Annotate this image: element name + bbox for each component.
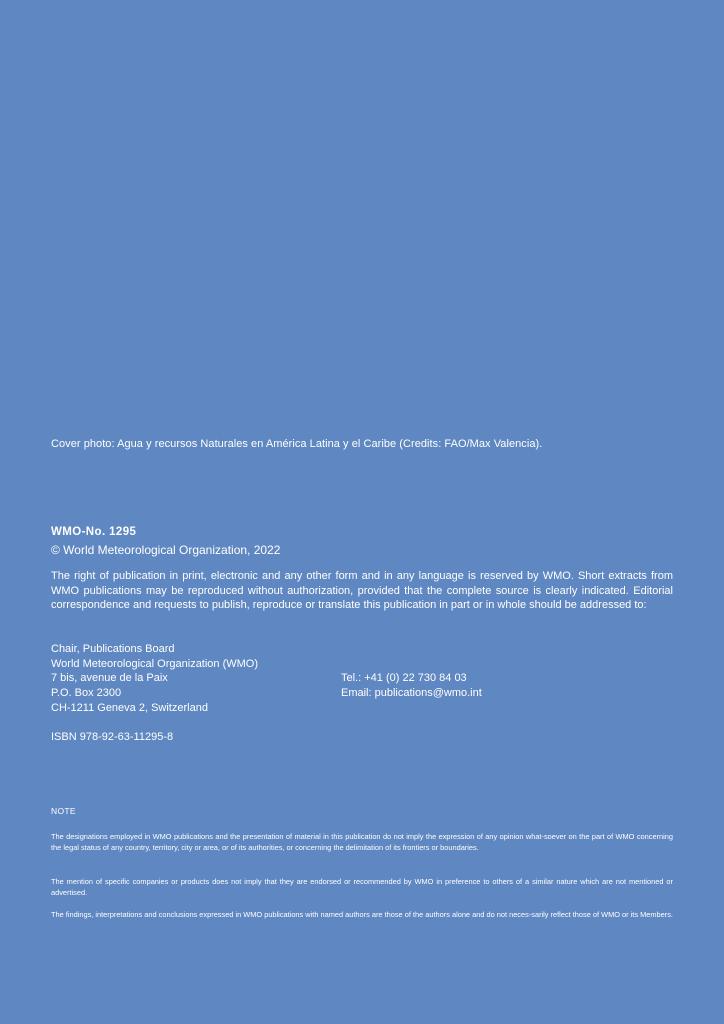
address-line-organization: World Meteorological Organization (WMO) — [51, 657, 259, 670]
address-line-po-box: P.O. Box 2300 — [51, 687, 122, 700]
contact-details — [341, 671, 482, 700]
note-paragraph-designations: The designations employed in WMO publications and the presentation of material in this publication do not imply the expression of any opinion what-soever on the part of WMO concerning the legal status of any country, territory, city or area, or of its authorities, or concerning the delimitation of its frontiers or boundaries. — [51, 832, 673, 852]
note-paragraph-findings: The findings, interpretations and conclusions expressed in WMO publications with named authors are those of the authors alone and do not neces-sarily reflect those of WMO or its Members. — [51, 910, 673, 919]
note-paragraph-companies: The mention of specific companies or products does not imply that they are endorsed or recommended by WMO in preference to others of a similar nature which are not mentioned or advertised. — [51, 877, 673, 897]
cover-photo-credit: Cover photo: Agua y recursos Naturales en América Latina y el Caribe (Credits: FAO/Max Valencia). — [51, 438, 543, 450]
note-heading: NOTE — [51, 806, 76, 816]
publication-number: WMO-No. 1295 — [51, 526, 137, 538]
telephone: Tel.: +41 (0) 22 730 84 03 — [341, 672, 467, 684]
email-link[interactable]: Email: publications@wmo.int — [341, 686, 482, 699]
copyright-notice: © World Meteorological Organization, 2022 — [51, 543, 281, 557]
isbn: ISBN 978-92-63-11295-8 — [51, 731, 174, 743]
rights-statement: The right of publication in print, electronic and any other form and in any language is reserved by WMO. Short extracts from WMO publications may be reproduced without authorization, provided that the complete source is clearly indicated. Editorial correspondence and requests to publish, reproduce or translate this publication in part or in whole should be addressed to: — [51, 570, 673, 612]
address-line-chair: Chair, Publications Board — [51, 643, 175, 655]
address-line-city: CH-1211 Geneva 2, Switzerland — [51, 701, 208, 714]
address-line-street: 7 bis, avenue de la Paix — [51, 672, 168, 685]
